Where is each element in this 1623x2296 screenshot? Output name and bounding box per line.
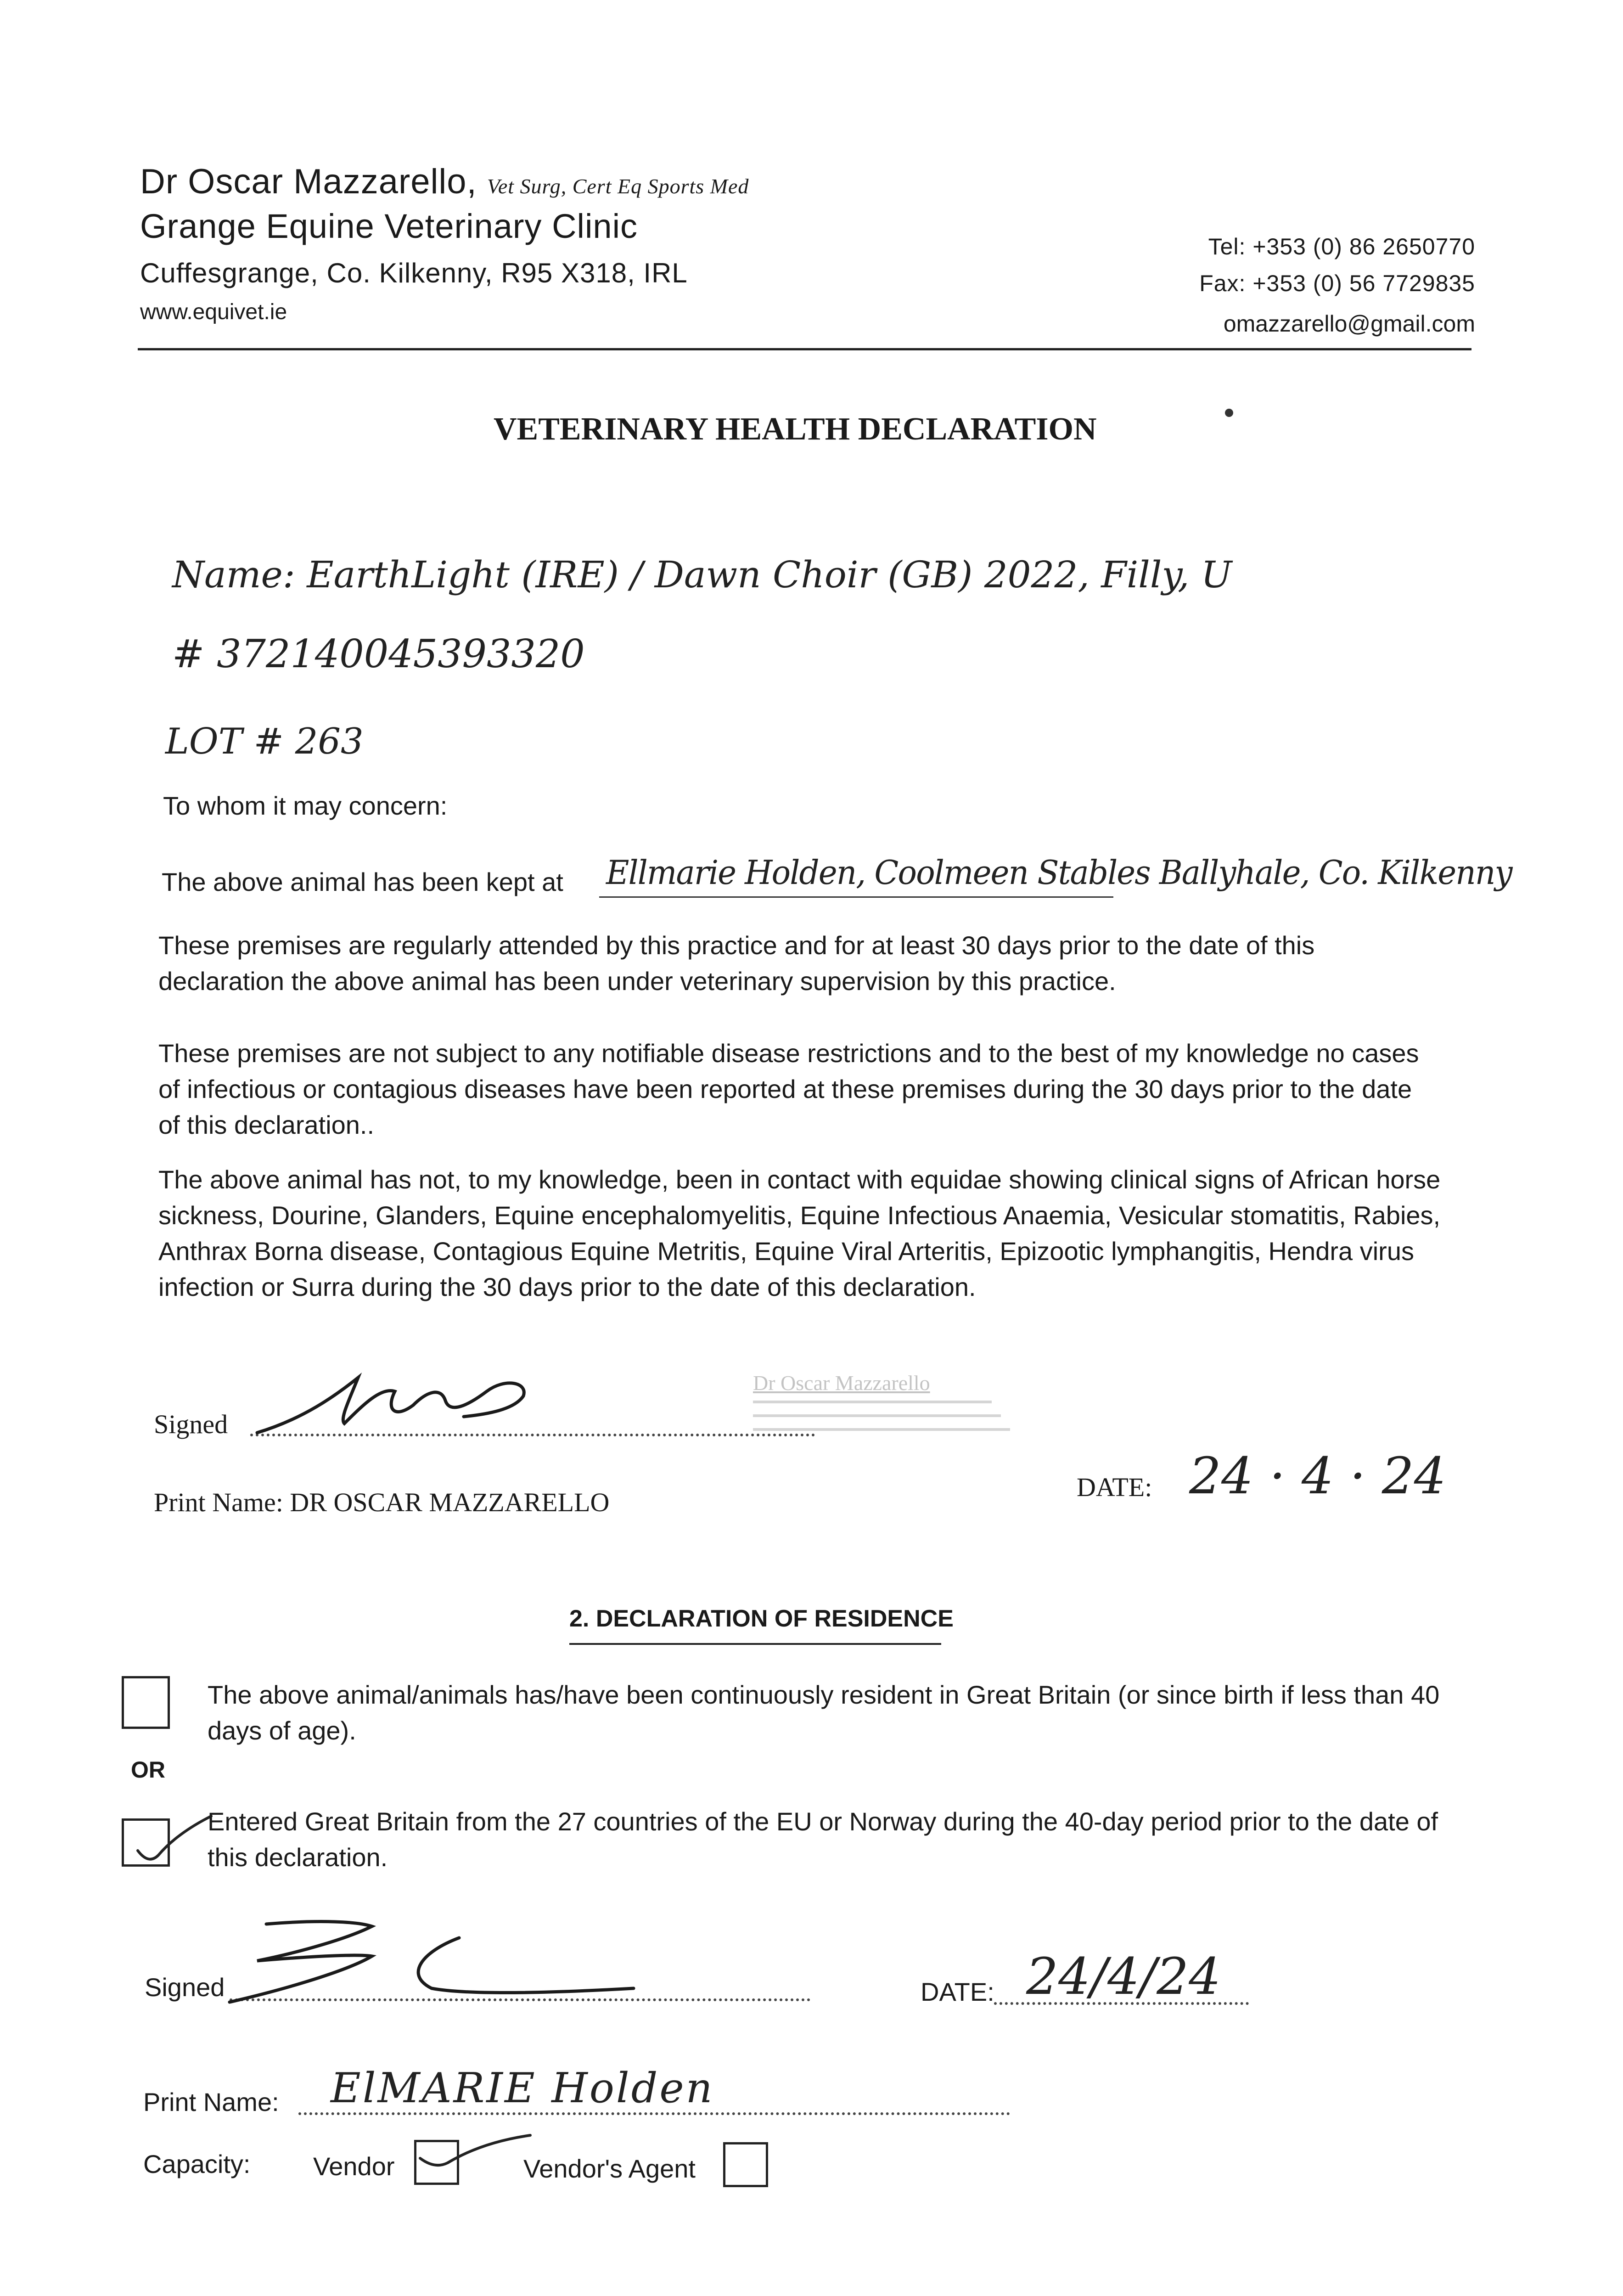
vet-name [140, 162, 749, 202]
vet-stamp [753, 1371, 1019, 1463]
paragraph-premises: These premises are not subject to any notifiable disease restrictions and to the best of my knowledge no cases of infectious or contagious diseases have been reported at these premises during the 30 days prior to the date of this declaration.. [158, 1039, 1419, 1139]
residence-checkbox-1[interactable] [122, 1676, 170, 1729]
vet-quals: Vet Surg, Cert Eq Sports Med [487, 174, 749, 198]
capacity-label: Capacity: [143, 2150, 251, 2178]
document-title: VETERINARY HEALTH DECLARATION [494, 411, 1097, 447]
vet-print-name: Print Name: DR OSCAR MAZZARELLO [154, 1487, 610, 1517]
vet-stamp-line-2 [753, 1414, 1001, 1417]
s2-print-name-dotline [298, 2112, 1010, 2115]
clinic-name: Grange Equine Veterinary Clinic [140, 207, 638, 245]
section2-heading: 2. DECLARATION OF RESIDENCE [569, 1605, 954, 1632]
vendor-label: Vendor [313, 2152, 395, 2181]
s2-print-name-value: ElMARIE Holden [331, 2064, 714, 2112]
or-label: OR [131, 1757, 165, 1783]
vet-date-label: DATE: [1077, 1472, 1152, 1502]
clinic-tel: Tel: +353 (0) 86 2650770 [1208, 234, 1475, 259]
paragraph-supervision: These premises are regularly attended by this practice and for at least 30 days prior to the date of this declaration the above animal has been under veterinary supervision by this practice. [158, 931, 1315, 996]
vet-stamp-name: Dr Oscar Mazzarello [753, 1371, 930, 1395]
s2-date-label: DATE: [921, 1977, 994, 2006]
letterhead-rule [138, 348, 1471, 350]
vet-signed-label: Signed [154, 1409, 228, 1439]
vet-name-text: Dr Oscar Mazzarello [140, 162, 467, 201]
animal-id-line: # 372140045393320 [172, 631, 585, 676]
dot-mark [1225, 409, 1233, 417]
lot-number: LOT # 263 [165, 721, 364, 762]
kept-at-value: Ellmarie Holden, Coolmeen Stables Ballyhale, Co. Kilkenny [606, 853, 1512, 892]
clinic-fax: Fax: +353 (0) 56 7729835 [1199, 270, 1475, 296]
vet-signature [248, 1359, 578, 1442]
vendor-agent-label: Vendor's Agent [523, 2154, 696, 2183]
kept-at-underline [599, 896, 1113, 898]
salutation: To whom it may concern: [163, 791, 448, 820]
s2-date-value: 24/4/24 [1026, 1947, 1221, 2006]
vendor-agent-checkbox[interactable] [723, 2142, 768, 2187]
clinic-email: omazzarello@gmail.com [1223, 311, 1475, 337]
residence-option-2-text: Entered Great Britain from the 27 countries of the EU or Norway during the 40-day period prior to the date of this declaration. [208, 1807, 1438, 1872]
clinic-website: www.equivet.ie [140, 300, 287, 324]
s2-signed-label: Signed [145, 1973, 225, 2002]
s2-signature [174, 1910, 680, 2020]
vet-date-value: 24 · 4 · 24 [1189, 1446, 1446, 1505]
kept-at-label: The above animal has been kept at [162, 867, 563, 896]
animal-name-line: Name: EarthLight (IRE) / Dawn Choir (GB) 2022, Filly, U [172, 553, 1232, 596]
section2-heading-rule [569, 1643, 941, 1645]
residence-checkbox-2-tick [124, 1805, 216, 1869]
s2-print-name-label: Print Name: [143, 2088, 279, 2116]
vendor-checkbox-tick [416, 2131, 535, 2177]
paragraph-disease-contact: The above animal has not, to my knowledge, been in contact with equidae showing clinical signs of African horse sickness, Dourine, Glanders, Equine encephalomyelitis, Equine Infectious Anaemia, Vesicular stomatitis, Rabies, Anthrax Borna disease, Contagious Equine Metritis, Equine Viral Arteritis, Epizootic lymphangitis, Hendra virus infection or Surra during the 30 days prior to the date of this declaration. [158, 1165, 1441, 1301]
vet-stamp-line-1 [753, 1401, 992, 1403]
vet-stamp-line-3 [753, 1428, 1010, 1431]
comma: , [466, 162, 487, 201]
clinic-address: Cuffesgrange, Co. Kilkenny, R95 X318, IRL [140, 258, 688, 288]
residence-option-1-text: The above animal/animals has/have been continuously resident in Great Britain (or since birth if less than 40 days of age). [208, 1680, 1440, 1745]
